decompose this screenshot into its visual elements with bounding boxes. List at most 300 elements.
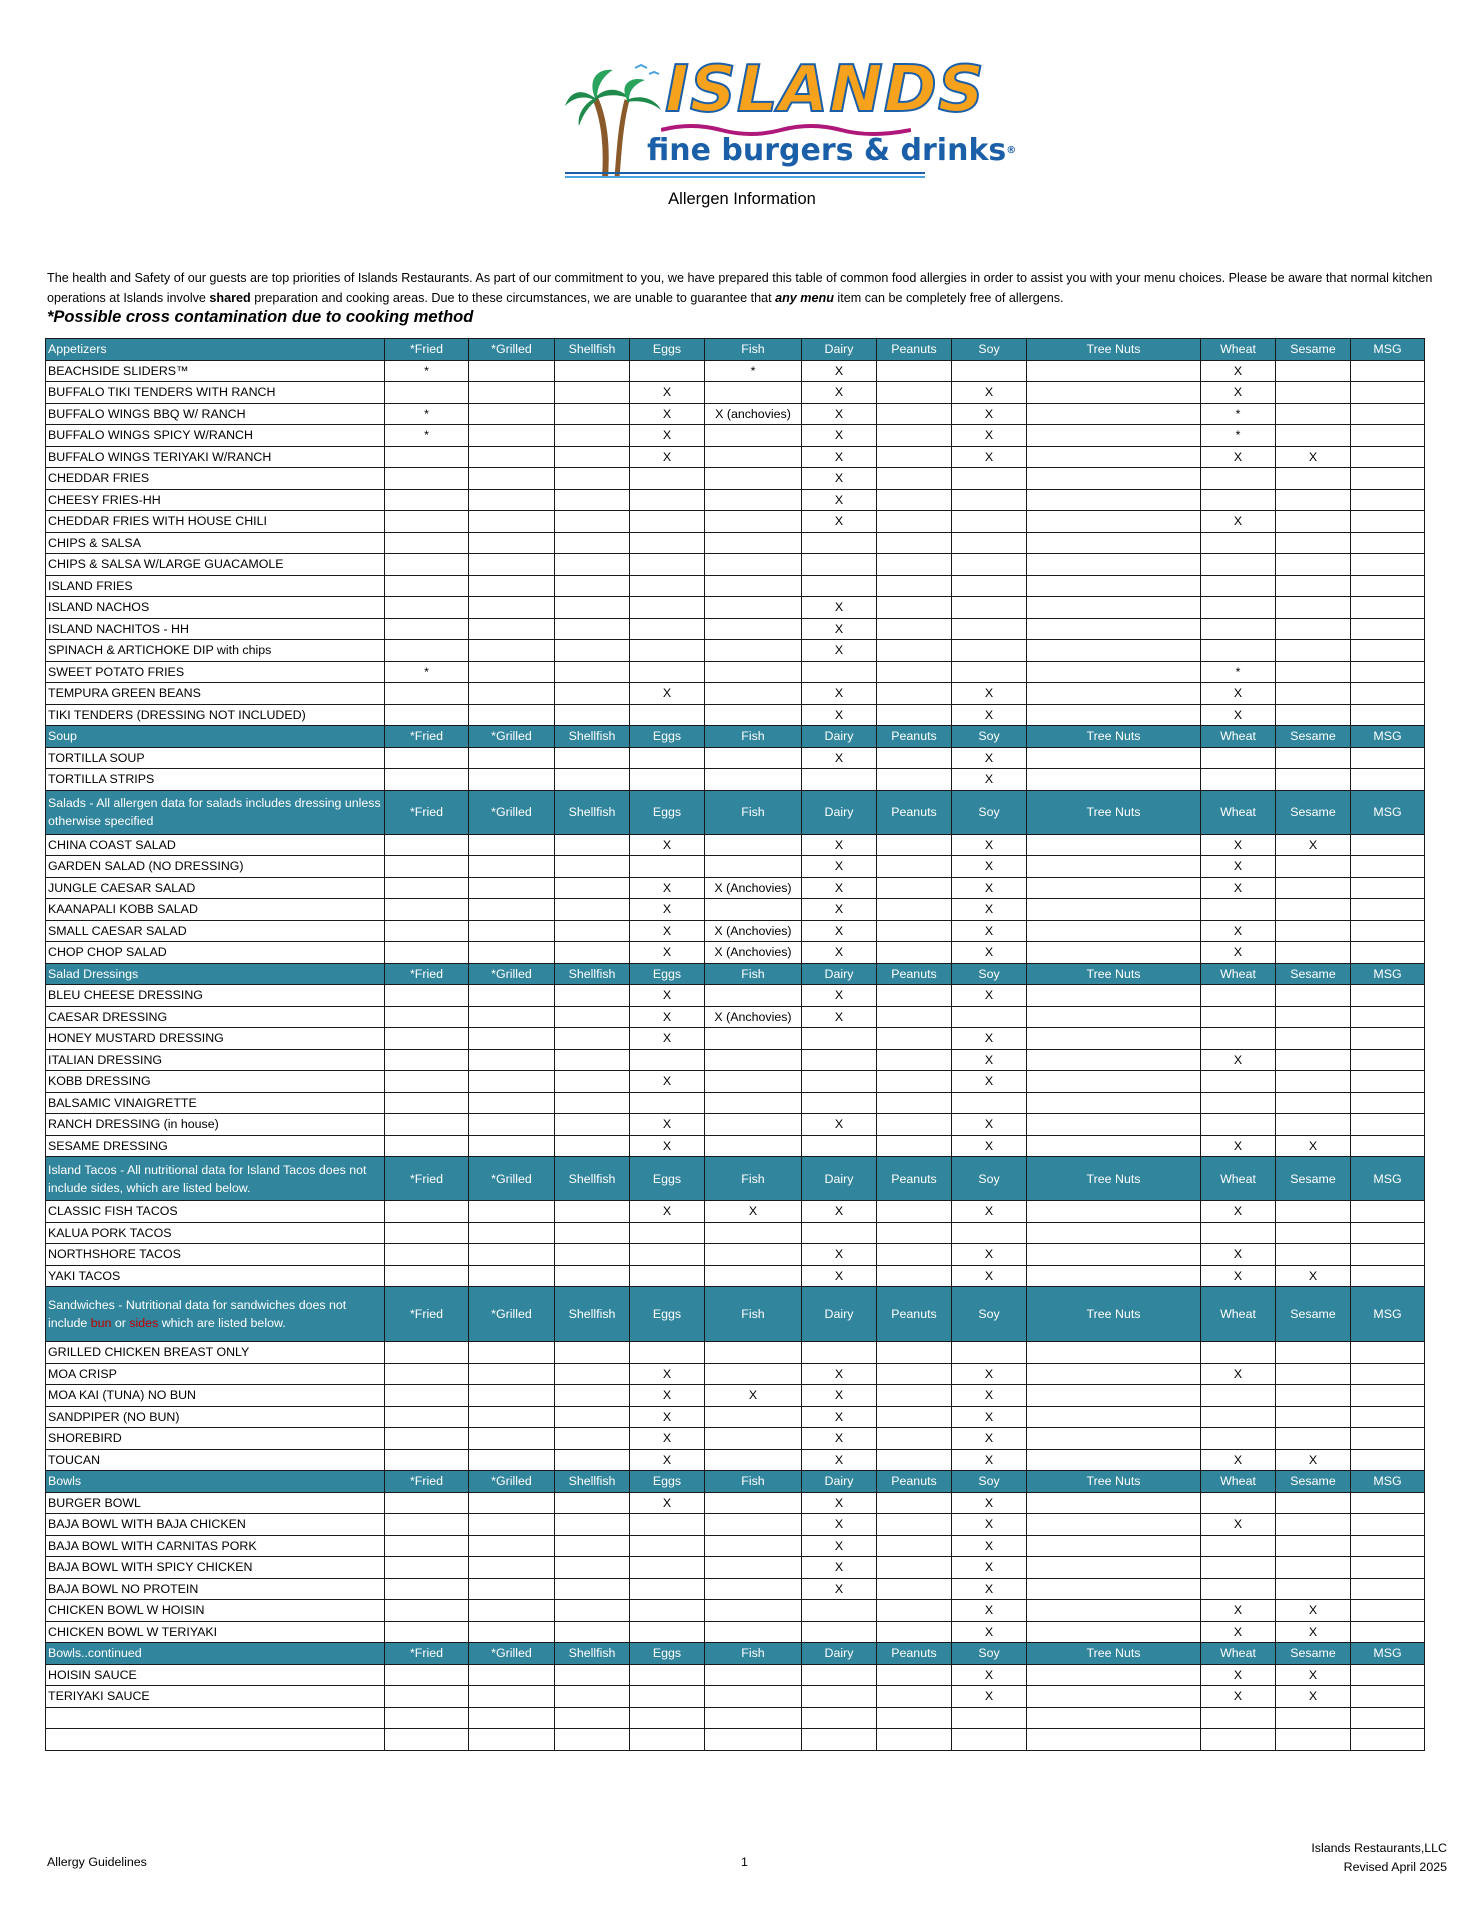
allergen-cell xyxy=(385,1049,469,1071)
allergen-cell xyxy=(385,942,469,964)
allergen-cell xyxy=(705,1514,802,1536)
allergen-cell xyxy=(1276,511,1351,533)
column-header: Fish xyxy=(705,1287,802,1342)
section-header-row xyxy=(46,1157,1425,1201)
column-header: MSG xyxy=(1351,963,1425,985)
allergen-cell xyxy=(555,446,630,468)
column-header: Wheat xyxy=(1201,1287,1276,1342)
allergen-cell: X xyxy=(952,1028,1027,1050)
allergen-cell xyxy=(1201,1071,1276,1093)
column-header: Tree Nuts xyxy=(1027,963,1201,985)
column-header: Soy xyxy=(952,1287,1027,1342)
allergen-cell xyxy=(555,1028,630,1050)
allergen-cell: X xyxy=(802,618,877,640)
allergen-cell xyxy=(469,899,555,921)
allergen-cell: X xyxy=(802,1114,877,1136)
allergen-cell xyxy=(877,554,952,576)
allergen-cell xyxy=(555,1006,630,1028)
allergen-cell xyxy=(1027,1686,1201,1708)
allergen-cell xyxy=(1351,1201,1425,1223)
table-row xyxy=(46,899,1425,921)
allergen-cell xyxy=(705,1049,802,1071)
column-header: MSG xyxy=(1351,1287,1425,1342)
allergen-cell xyxy=(469,856,555,878)
column-header: Tree Nuts xyxy=(1027,1643,1201,1665)
allergen-cell xyxy=(555,899,630,921)
allergen-cell xyxy=(1276,704,1351,726)
allergen-cell xyxy=(1201,1406,1276,1428)
allergen-cell: X xyxy=(1276,1621,1351,1643)
allergen-cell xyxy=(952,1729,1027,1751)
allergen-cell xyxy=(1027,618,1201,640)
allergen-cell: X xyxy=(705,1385,802,1407)
allergen-cell: X xyxy=(630,1492,705,1514)
allergen-cell xyxy=(1201,985,1276,1007)
allergen-cell xyxy=(705,554,802,576)
allergen-cell xyxy=(385,1406,469,1428)
allergen-cell xyxy=(555,1244,630,1266)
table-row xyxy=(46,834,1425,856)
allergen-cell xyxy=(385,489,469,511)
column-header: MSG xyxy=(1351,790,1425,834)
allergen-cell xyxy=(385,382,469,404)
allergen-cell xyxy=(877,1114,952,1136)
allergen-cell xyxy=(705,640,802,662)
allergen-cell: X xyxy=(802,834,877,856)
column-header: MSG xyxy=(1351,339,1425,361)
allergen-cell xyxy=(555,468,630,490)
allergen-cell: X xyxy=(1201,877,1276,899)
allergen-cell xyxy=(1027,1557,1201,1579)
allergen-cell xyxy=(1027,1049,1201,1071)
allergen-cell xyxy=(555,532,630,554)
allergen-cell: X xyxy=(802,403,877,425)
column-header: *Fried xyxy=(385,1471,469,1493)
allergen-cell xyxy=(555,1686,630,1708)
allergen-cell xyxy=(555,403,630,425)
allergen-cell: X xyxy=(952,683,1027,705)
allergen-cell xyxy=(555,1557,630,1579)
allergen-cell xyxy=(1351,425,1425,447)
allergen-cell xyxy=(1351,1707,1425,1729)
allergen-cell: X xyxy=(630,834,705,856)
allergen-cell xyxy=(385,1686,469,1708)
allergen-cell xyxy=(1276,1028,1351,1050)
column-header: Eggs xyxy=(630,1157,705,1201)
allergen-cell xyxy=(1351,1535,1425,1557)
column-header: Fish xyxy=(705,726,802,748)
column-header: Dairy xyxy=(802,1643,877,1665)
allergen-cell xyxy=(802,1686,877,1708)
table-row xyxy=(46,1222,1425,1244)
menu-item-name: JUNGLE CAESAR SALAD xyxy=(46,877,385,899)
section-title: Appetizers xyxy=(46,339,385,361)
allergen-cell xyxy=(802,1600,877,1622)
allergen-cell xyxy=(385,1071,469,1093)
allergen-cell xyxy=(705,1600,802,1622)
allergen-cell xyxy=(555,1342,630,1364)
allergen-cell xyxy=(555,1201,630,1223)
allergen-cell xyxy=(469,1244,555,1266)
allergen-cell xyxy=(1027,1729,1201,1751)
allergen-cell xyxy=(877,511,952,533)
allergen-cell xyxy=(1351,942,1425,964)
allergen-cell xyxy=(385,704,469,726)
allergen-cell xyxy=(1201,1707,1276,1729)
allergen-cell: X xyxy=(1201,942,1276,964)
column-header: *Grilled xyxy=(469,1471,555,1493)
allergen-cell xyxy=(1276,942,1351,964)
allergen-cell xyxy=(877,1514,952,1536)
allergen-cell xyxy=(705,1265,802,1287)
allergen-cell xyxy=(1201,489,1276,511)
allergen-cell xyxy=(1027,1006,1201,1028)
allergen-cell xyxy=(469,1535,555,1557)
allergen-cell xyxy=(385,1244,469,1266)
allergen-cell xyxy=(1276,1049,1351,1071)
allergen-cell xyxy=(877,1406,952,1428)
allergen-cell xyxy=(469,1114,555,1136)
column-header: Sesame xyxy=(1276,1157,1351,1201)
allergen-cell xyxy=(1351,1449,1425,1471)
allergen-cell xyxy=(1351,1385,1425,1407)
allergen-cell xyxy=(469,704,555,726)
allergen-cell xyxy=(469,1092,555,1114)
menu-item-name: ISLAND NACHOS xyxy=(46,597,385,619)
allergen-cell xyxy=(1201,1729,1276,1751)
allergen-cell xyxy=(1201,1222,1276,1244)
column-header: *Fried xyxy=(385,1287,469,1342)
allergen-cell xyxy=(802,1049,877,1071)
allergen-cell xyxy=(555,1707,630,1729)
allergen-cell xyxy=(385,899,469,921)
menu-item-name: BAJA BOWL WITH SPICY CHICKEN xyxy=(46,1557,385,1579)
section-header-row xyxy=(46,726,1425,748)
allergen-cell xyxy=(385,1201,469,1223)
allergen-cell: X (anchovies) xyxy=(705,403,802,425)
allergen-cell xyxy=(469,1686,555,1708)
allergen-cell xyxy=(1276,1071,1351,1093)
allergen-cell xyxy=(555,1729,630,1751)
allergen-cell xyxy=(1351,1028,1425,1050)
allergen-cell xyxy=(1201,1006,1276,1028)
table-row xyxy=(46,403,1425,425)
column-header: Dairy xyxy=(802,339,877,361)
allergen-cell xyxy=(877,360,952,382)
section-header-row xyxy=(46,339,1425,361)
allergen-cell xyxy=(1351,1244,1425,1266)
allergen-cell xyxy=(1201,747,1276,769)
allergen-cell xyxy=(555,1578,630,1600)
allergen-cell: X xyxy=(952,382,1027,404)
allergen-cell xyxy=(1027,942,1201,964)
column-header: Soy xyxy=(952,1643,1027,1665)
column-header: Dairy xyxy=(802,726,877,748)
allergen-cell xyxy=(705,511,802,533)
allergen-cell: X xyxy=(630,1028,705,1050)
allergen-cell: X xyxy=(952,877,1027,899)
allergen-cell xyxy=(385,575,469,597)
allergen-cell: X xyxy=(802,1428,877,1450)
allergen-cell: X xyxy=(1201,683,1276,705)
footer-company xyxy=(1311,1839,1447,1877)
column-header: Wheat xyxy=(1201,726,1276,748)
allergen-cell xyxy=(555,1114,630,1136)
allergen-cell xyxy=(705,1578,802,1600)
allergen-cell xyxy=(705,1729,802,1751)
menu-item-name: BUFFALO WINGS SPICY W/RANCH xyxy=(46,425,385,447)
menu-item-name: TEMPURA GREEN BEANS xyxy=(46,683,385,705)
menu-item-name: TOUCAN xyxy=(46,1449,385,1471)
allergen-cell: * xyxy=(385,661,469,683)
allergen-cell xyxy=(555,1265,630,1287)
allergen-cell xyxy=(385,1114,469,1136)
section-title: Soup xyxy=(46,726,385,748)
section-title: Bowls..continued xyxy=(46,1643,385,1665)
allergen-cell: X xyxy=(952,769,1027,791)
allergen-cell xyxy=(555,554,630,576)
allergen-cell xyxy=(1351,769,1425,791)
allergen-cell: X xyxy=(1201,856,1276,878)
column-header: Eggs xyxy=(630,963,705,985)
allergen-cell: X xyxy=(630,1114,705,1136)
allergen-cell xyxy=(1351,1686,1425,1708)
allergen-cell xyxy=(1027,532,1201,554)
allergen-cell xyxy=(1351,1664,1425,1686)
allergen-cell: X xyxy=(952,1049,1027,1071)
allergen-cell xyxy=(1276,425,1351,447)
allergen-cell: X xyxy=(802,1201,877,1223)
allergen-cell xyxy=(1027,468,1201,490)
menu-item-name: BUFFALO WINGS BBQ W/ RANCH xyxy=(46,403,385,425)
menu-item-name: BAJA BOWL WITH BAJA CHICKEN xyxy=(46,1514,385,1536)
allergen-cell xyxy=(1027,554,1201,576)
column-header: Peanuts xyxy=(877,726,952,748)
allergen-cell xyxy=(1276,920,1351,942)
document-title: Allergen Information xyxy=(668,190,816,208)
table-row xyxy=(46,856,1425,878)
table-row xyxy=(46,532,1425,554)
column-header: Fish xyxy=(705,1471,802,1493)
allergen-cell xyxy=(1351,1135,1425,1157)
column-header: *Fried xyxy=(385,339,469,361)
allergen-cell xyxy=(1276,1385,1351,1407)
allergen-table xyxy=(45,338,1425,1751)
allergen-cell xyxy=(469,942,555,964)
allergen-cell xyxy=(705,1244,802,1266)
column-header: *Grilled xyxy=(469,1643,555,1665)
allergen-cell xyxy=(802,575,877,597)
allergen-cell xyxy=(1201,1385,1276,1407)
column-header: Soy xyxy=(952,339,1027,361)
allergen-cell xyxy=(1351,1071,1425,1093)
menu-item-name: BLEU CHEESE DRESSING xyxy=(46,985,385,1007)
allergen-cell: X xyxy=(630,1428,705,1450)
allergen-cell xyxy=(1201,1557,1276,1579)
allergen-cell xyxy=(469,1071,555,1093)
allergen-cell xyxy=(1027,704,1201,726)
allergen-cell xyxy=(1276,1535,1351,1557)
column-header: Soy xyxy=(952,1471,1027,1493)
allergen-cell: X xyxy=(952,1114,1027,1136)
allergen-cell xyxy=(1276,1492,1351,1514)
allergen-cell xyxy=(385,1363,469,1385)
allergen-cell xyxy=(1201,1114,1276,1136)
allergen-cell xyxy=(555,747,630,769)
column-header: Shellfish xyxy=(555,1287,630,1342)
column-header: Sesame xyxy=(1276,790,1351,834)
table-row xyxy=(46,942,1425,964)
allergen-cell xyxy=(555,704,630,726)
allergen-cell xyxy=(877,1621,952,1643)
allergen-cell xyxy=(802,769,877,791)
allergen-cell xyxy=(877,575,952,597)
allergen-cell xyxy=(1027,1385,1201,1407)
allergen-cell xyxy=(1027,1449,1201,1471)
allergen-cell xyxy=(1351,618,1425,640)
allergen-cell: X xyxy=(802,382,877,404)
column-header: Wheat xyxy=(1201,1471,1276,1493)
allergen-cell xyxy=(469,1557,555,1579)
allergen-cell xyxy=(469,489,555,511)
allergen-cell xyxy=(1276,1514,1351,1536)
column-header: Eggs xyxy=(630,790,705,834)
allergen-cell xyxy=(952,1092,1027,1114)
allergen-cell: X xyxy=(1201,704,1276,726)
allergen-cell xyxy=(630,554,705,576)
table-row xyxy=(46,769,1425,791)
column-header: *Grilled xyxy=(469,339,555,361)
allergen-cell xyxy=(1276,1114,1351,1136)
column-header: Soy xyxy=(952,963,1027,985)
allergen-cell xyxy=(385,920,469,942)
allergen-cell xyxy=(385,834,469,856)
allergen-cell xyxy=(802,1621,877,1643)
allergen-cell xyxy=(630,511,705,533)
allergen-cell xyxy=(469,769,555,791)
allergen-cell xyxy=(1276,575,1351,597)
allergen-cell: X xyxy=(952,704,1027,726)
allergen-cell xyxy=(385,618,469,640)
allergen-cell xyxy=(1351,1049,1425,1071)
table-row xyxy=(46,1363,1425,1385)
allergen-cell: X xyxy=(802,640,877,662)
allergen-cell xyxy=(802,1135,877,1157)
menu-item-name: CHINA COAST SALAD xyxy=(46,834,385,856)
allergen-cell xyxy=(469,511,555,533)
allergen-cell: X xyxy=(630,899,705,921)
allergen-cell xyxy=(1276,856,1351,878)
allergen-cell: X xyxy=(630,382,705,404)
allergen-cell xyxy=(1351,1265,1425,1287)
allergen-cell xyxy=(705,575,802,597)
allergen-cell xyxy=(877,1578,952,1600)
allergen-cell xyxy=(802,532,877,554)
allergen-cell xyxy=(877,942,952,964)
menu-item-name: YAKI TACOS xyxy=(46,1265,385,1287)
allergen-cell: X xyxy=(1201,1244,1276,1266)
allergen-cell xyxy=(1351,985,1425,1007)
allergen-cell xyxy=(705,597,802,619)
allergen-cell xyxy=(630,1535,705,1557)
allergen-cell: X xyxy=(630,985,705,1007)
allergen-cell: X xyxy=(630,1071,705,1093)
allergen-cell: X xyxy=(952,1621,1027,1643)
allergen-cell xyxy=(1276,877,1351,899)
allergen-cell xyxy=(1276,489,1351,511)
allergen-cell xyxy=(877,1244,952,1266)
menu-item-name: BEACHSIDE SLIDERS™ xyxy=(46,360,385,382)
allergen-cell xyxy=(1027,1222,1201,1244)
allergen-cell xyxy=(1276,382,1351,404)
logo-tagline: fine burgers & drinks® xyxy=(647,133,1017,168)
table-row xyxy=(46,877,1425,899)
allergen-cell xyxy=(1201,1092,1276,1114)
allergen-cell xyxy=(1351,1492,1425,1514)
allergen-cell: X xyxy=(630,425,705,447)
column-header: Sesame xyxy=(1276,1287,1351,1342)
allergen-cell xyxy=(705,1342,802,1364)
allergen-cell xyxy=(385,640,469,662)
allergen-cell xyxy=(630,489,705,511)
allergen-cell xyxy=(877,1707,952,1729)
allergen-cell xyxy=(469,597,555,619)
allergen-cell xyxy=(877,403,952,425)
allergen-cell xyxy=(1276,1222,1351,1244)
allergen-cell: X xyxy=(952,1514,1027,1536)
allergen-cell: X xyxy=(952,1686,1027,1708)
allergen-cell xyxy=(630,1244,705,1266)
allergen-cell xyxy=(630,1578,705,1600)
allergen-cell: X xyxy=(1276,1664,1351,1686)
allergen-cell xyxy=(630,1600,705,1622)
allergen-cell xyxy=(1027,1621,1201,1643)
allergen-cell xyxy=(385,1092,469,1114)
column-header: Fish xyxy=(705,1157,802,1201)
table-row xyxy=(46,1028,1425,1050)
menu-item-name: SWEET POTATO FRIES xyxy=(46,661,385,683)
table-row xyxy=(46,1265,1425,1287)
allergen-cell xyxy=(705,1664,802,1686)
column-header: *Fried xyxy=(385,1157,469,1201)
section-title: Island Tacos - All nutritional data for Island Tacos does not include sides, which are listed below. xyxy=(46,1157,385,1201)
table-row xyxy=(46,704,1425,726)
allergen-cell: X xyxy=(630,1363,705,1385)
allergen-cell xyxy=(1201,1578,1276,1600)
allergen-cell xyxy=(555,489,630,511)
allergen-cell xyxy=(877,446,952,468)
allergen-cell xyxy=(1351,640,1425,662)
column-header: Fish xyxy=(705,790,802,834)
allergen-cell xyxy=(1027,382,1201,404)
column-header: Wheat xyxy=(1201,963,1276,985)
allergen-cell xyxy=(555,382,630,404)
allergen-cell xyxy=(385,985,469,1007)
section-header-row xyxy=(46,1287,1425,1342)
allergen-cell xyxy=(877,1092,952,1114)
allergen-cell xyxy=(1027,899,1201,921)
menu-item-name: BURGER BOWL xyxy=(46,1492,385,1514)
allergen-cell xyxy=(555,1385,630,1407)
menu-item-name: CHICKEN BOWL W HOISIN xyxy=(46,1600,385,1622)
column-header: Sesame xyxy=(1276,1471,1351,1493)
menu-item-name: KOBB DRESSING xyxy=(46,1071,385,1093)
allergen-cell xyxy=(952,1222,1027,1244)
allergen-cell xyxy=(630,1557,705,1579)
allergen-cell xyxy=(385,446,469,468)
allergen-cell: X xyxy=(630,446,705,468)
column-header: *Grilled xyxy=(469,790,555,834)
